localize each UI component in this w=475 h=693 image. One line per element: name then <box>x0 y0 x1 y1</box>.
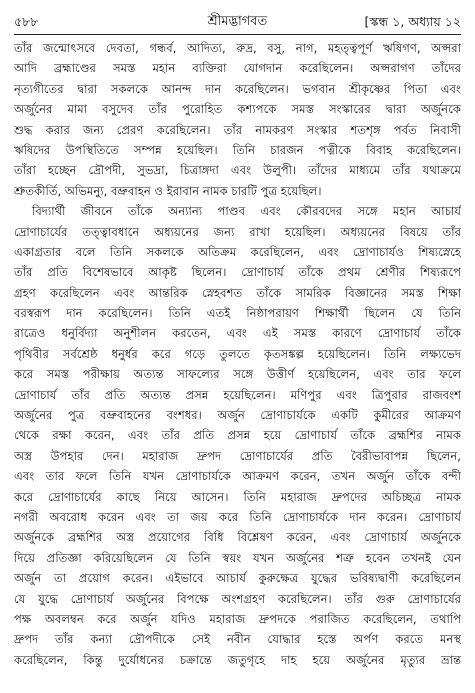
text-line: দ্রোণাচার্যের তত্ত্বাবধানে অধ্যয়নের জন্য রাখা হয়েছিল। অধ্যয়নের বিষয়ে তাঁর <box>14 224 461 239</box>
text-line: করে সমস্ত পরীক্ষায় অত্যন্ত সাফল্যের সঙ্গে উত্তীর্ণ হয়েছিলেন, এবং তার ফলে <box>14 367 461 382</box>
page-header <box>14 10 461 34</box>
text-line: করেছিলেন, কিন্তু দুর্যোধনের চক্রান্তে জতুগৃহে দাহ হয়ে অর্জুনের মৃত্যুর ভ্রান্ত <box>14 652 461 667</box>
text-line: বরস্বরূপ দান করেছিলেন। তিনি এতই নিষ্ঠাপরায়ণ শিক্ষার্থী ছিলেন যে তিনি <box>14 306 461 321</box>
text-line: যে যুদ্ধে দ্রোণাচার্য অর্জুনের বিপক্ষে অংশগ্রহণ করেছিলেন। তাঁর গুরু দ্রোণাচার্যের <box>14 591 461 606</box>
text-line: বিদ্যার্থী জীবনে তাঁকে অন্যান্য পাণ্ডব এবং কৌরবদের সঙ্গে মহান আচার্য <box>32 204 461 219</box>
text-line: অস্ত্র উপহার দেন। মহারাজ দ্রুপদ দ্রোণাচার্যের প্রতি বৈরীভাবাপন্ন ছিলেন, <box>14 448 461 463</box>
text-line: তাঁরা হচ্ছেন দ্রৌপদী, সুভদ্রা, চিত্রাঙ্গদা এবং উলুপী। তাঁদের মাধ্যমে তাঁর যথাক্রমে <box>14 163 461 178</box>
text-line: একাগ্রতার বলে তিনি সকলকে অতিক্রম করেছিলেন, এবং দ্রোণাচার্যও শিষ্যস্নেহে <box>14 244 461 259</box>
text-line: আদি ব্রহ্মাণ্ডের সমস্ত মহান ব্যক্তিরা যোগদান করেছিলেন। অপ্সরাগণ তাঁদের <box>14 61 461 76</box>
text-line: শুদ্ধ করার জন্য প্রেরণ করেছিলেন। তাঁর নামকরণ সংস্কার শতশৃঙ্গ পর্বত নিবাসী <box>14 122 461 137</box>
text-line: অর্জুনের মামা বসুদেব তাঁর পুরোহিত কশ্যপকে সমস্ত সংস্কারের দ্বারা অর্জুনকে <box>14 102 461 117</box>
canto-chapter-label: [স্কন্ধ ১, অধ্যায় ১২ <box>364 14 461 29</box>
text-line: রাত্রেও ধনুর্বিদ্যা অনুশীলন করতেন, এবং এই সমস্ত কারণে দ্রোণাচার্য তাঁকে <box>14 326 461 341</box>
text-line: শ্রুতকীর্তি, অভিমন্যু, বভ্রুবাহন ও ইরাবান নামক চারটি পুত্র হয়েছিল। <box>14 183 322 198</box>
text-line: নগরী অবরোধ করেন এবং তা জয় করে তিনি দ্রোণাচার্যকে দান করেন। দ্রোণাচার্য <box>14 509 461 524</box>
running-title: শ্রীমদ্ভাগবত <box>207 14 268 29</box>
text-line: দিয়ে প্রতিজ্ঞা করিয়েছিলেন যে তিনি স্বয়ং যখন অর্জুনের শত্রু হবেন তখনই যেন <box>14 550 461 565</box>
text-line: নৃত্যগীতের দ্বারা সকলকে আনন্দ দান করেছিলেন। ভগবান শ্রীকৃষ্ণের পিতা এবং <box>14 81 461 96</box>
text-line: তাঁর জন্মোৎসবে দেবতা, গন্ধর্ব, আদিত্য, রুদ্র, বসু, নাগ, মহত্ত্বপূর্ণ ঋষিগণ, অপ্সরা <box>14 41 461 55</box>
text-line: থেকে রক্ষা করেন, এবং তাঁর প্রতি প্রসন্ন হয়ে দ্রোণাচার্য তাঁকে ব্রহ্মশির নামক <box>14 428 461 443</box>
text-line: দ্রোণাচার্য তাঁর প্রতি অত্যন্ত প্রসন্ন হয়েছিলেন। মণিপুর এবং ত্রিপুরার রাজবংশ <box>14 387 461 402</box>
text-line: তাঁর প্রতি বিশেষভাবে আকৃষ্ট ছিলেন। দ্রোণাচার্য তাঁকে প্রথম শ্রেণীর শিষ্যরূপে <box>14 265 461 280</box>
text-line: করে দ্রোণাচার্যের কাছে নিয়ে আসেন। তিনি মহারাজ দ্রুপদের অচিচ্ছত্র নামক <box>14 489 461 504</box>
header-rule <box>14 34 461 35</box>
text-line: অর্জুনকে ব্রহ্মশির অস্ত্র প্রয়োগের বিধি বিশ্লেষণ করেন, এবং দ্রোণাচার্য অর্জুনকে <box>14 530 461 545</box>
text-line: পক্ষ অবলম্বন করে অর্জুন যদিও মহারাজ দ্রুপদকে পরাজিত করেছিলেন, তথাপি <box>14 611 461 626</box>
page-number: ৫৮৮ <box>14 14 39 29</box>
text-line: অর্জুন তা প্রয়োগ করেন। এইভাবে আচার্য কুরুক্ষেত্র যুদ্ধের ভবিষ্যদ্বাণী করেছিলেন <box>14 571 461 586</box>
text-line: পৃথিবীর সর্বশ্রেষ্ঠ ধনুর্ধর করে গড়ে তুলতে কৃতসঙ্কল্প হয়েছিলেন। তিনি লক্ষ্যভেদ <box>14 346 461 361</box>
text-line: এবং তার ফলে তিনি যখন দ্রোণাচার্যকে আক্রমণ করেন, তখন অর্জুন তাঁকে বন্দী <box>14 469 461 484</box>
text-line: অর্জুনের পুত্র বভ্রুবাহনের বংশধর। অর্জুন দ্রোণাচার্যকে একটি কুমীরের আক্রমণ <box>14 408 461 423</box>
text-line: ঋষিদের উপস্থিতিতে সম্পন্ন হয়েছিল। তিনি চারজন পত্নীকে বিবাহ করেছিলেন। <box>14 142 461 157</box>
text-line: দ্রুপদ তাঁর কন্যা দ্রৌপদীকে সেই নবীন যোদ্ধার হস্তে অর্পণ করতে মনস্থ <box>14 632 461 647</box>
text-line: গ্রহণ করেছিলেন এবং আন্তরিক স্নেহবশত তাঁকে সামরিক বিজ্ঞানের সমস্ত শিক্ষা <box>14 285 461 300</box>
body-text <box>14 38 461 670</box>
